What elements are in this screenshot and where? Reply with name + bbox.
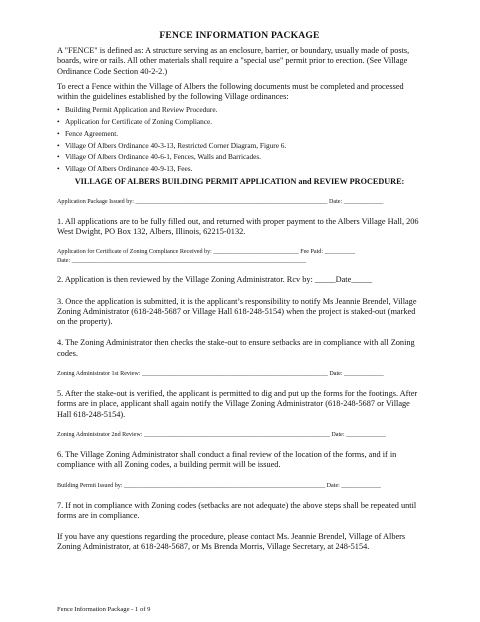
fence-definition: A "FENCE" is defined as: A structure serving as an enclosure, barrier, or boundary, usually made of posts, boards, wire or rails. All other materials shall require a "special use" permit prior to erection. (See Village Ordinance Code Section 40-2-2.)	[57, 46, 410, 76]
signature-line-application-issued: Application Package Issued by: _______________________________________________________________ Date: _____________	[57, 198, 384, 205]
document-title: FENCE INFORMATION PACKAGE	[159, 30, 320, 41]
procedure-step-7: 7. If not in compliance with Zoning codes (setbacks are not adequate) the above steps shall be repeated until forms are in compliance.	[57, 500, 417, 520]
bullet-icon: •	[57, 140, 60, 150]
procedure-step-6: 6. The Village Zoning Administrator shall conduct a final review of the location of the forms, and if in compliance with all Zoning codes, a building permit will be issued.	[57, 449, 397, 470]
certificate-received-line: Application for Certificate of Zoning Compliance Received by: ____________________________ Fee Paid: __________	[57, 249, 356, 256]
procedure-step-5: 5. After the stake-out is verified, the applicant is permitted to dig and put up the forms for the footings. After forms are in place, applicant shall again notify the Village Zoning Administrator (618-248-5687 or Village Hall 618-248-5154).	[57, 389, 418, 419]
bullet-icon: •	[57, 164, 60, 173]
procedure-step-4: 4. The Zoning Administrator then checks the stake-out to ensure setbacks are in compliance with all Zoning codes.	[57, 338, 415, 358]
list-item: • Building Permit Application and Review Procedure.	[57, 105, 218, 115]
contact-paragraph: If you have any questions regarding the procedure, please contact Ms. Jeannie Brendel, Village of Albers Zoning Administrator, at 618-248-5687, or Ms Brenda Morris, Village Secretary, at 248-5154.	[57, 532, 406, 552]
requirements-list	[57, 104, 422, 174]
bullet-icon: •	[57, 105, 60, 115]
bullet-icon: •	[57, 117, 60, 127]
signature-line-permit-issued: Building Permit Issued by: __________________________________________________________________ Date: _____________	[57, 482, 381, 489]
list-item: • Fence Agreement.	[57, 128, 119, 138]
page-footer: Fence Information Package - 1 of 9	[57, 606, 151, 613]
procedure-heading: VILLAGE OF ALBERS BUILDING PERMIT APPLICATION and REVIEW PROCEDURE:	[74, 176, 405, 186]
procedure-step-3: 3. Once the application is submitted, it is the applicant’s responsibility to notify Ms Jeannie Brendel, Village Zoning Administrator (618-248-5687 or Village Hall 618-248-5154) when the project is staked-out (marked on the property).	[57, 296, 417, 327]
certificate-date-line: Date: _____________________________________________________________________________	[57, 258, 307, 265]
list-item: • Village Of Albers Ordinance 40-9-13, Fees.	[57, 164, 193, 173]
procedure-step-1: 1. All applications are to be fully filled out, and returned with proper payment to the Albers Village Hall, 206 West Dwight, PO Box 132, Albers, Illinois, 62215-0132.	[57, 216, 419, 236]
list-item: • Village Of Albers Ordinance 40-3-13, Restricted Corner Diagram, Figure 6.	[57, 140, 287, 150]
signature-line-first-review: Zoning Administrator 1st Review: _____________________________________________________________ Date: _____________	[57, 371, 384, 378]
procedure-step-2: 2. Application is then reviewed by the Village Zoning Administrator. Rcv by: _____Date_____	[57, 275, 373, 285]
requirements-intro: To erect a Fence within the Village of Albers the following documents must be completed and processed within the guidelines established by the following Village ordinances:	[57, 81, 404, 102]
list-item: • Application for Certificate of Zoning Compliance.	[57, 117, 213, 127]
list-item: • Village Of Albers Ordinance 40-6-1, Fences, Walls and Barricades.	[57, 152, 261, 162]
signature-line-second-review: Zoning Administrator 2nd Review: _____________________________________________________________ Date: _____________	[57, 431, 386, 438]
signature-line-certificate	[57, 248, 422, 266]
bullet-icon: •	[57, 152, 60, 162]
bullet-icon: •	[57, 128, 60, 138]
